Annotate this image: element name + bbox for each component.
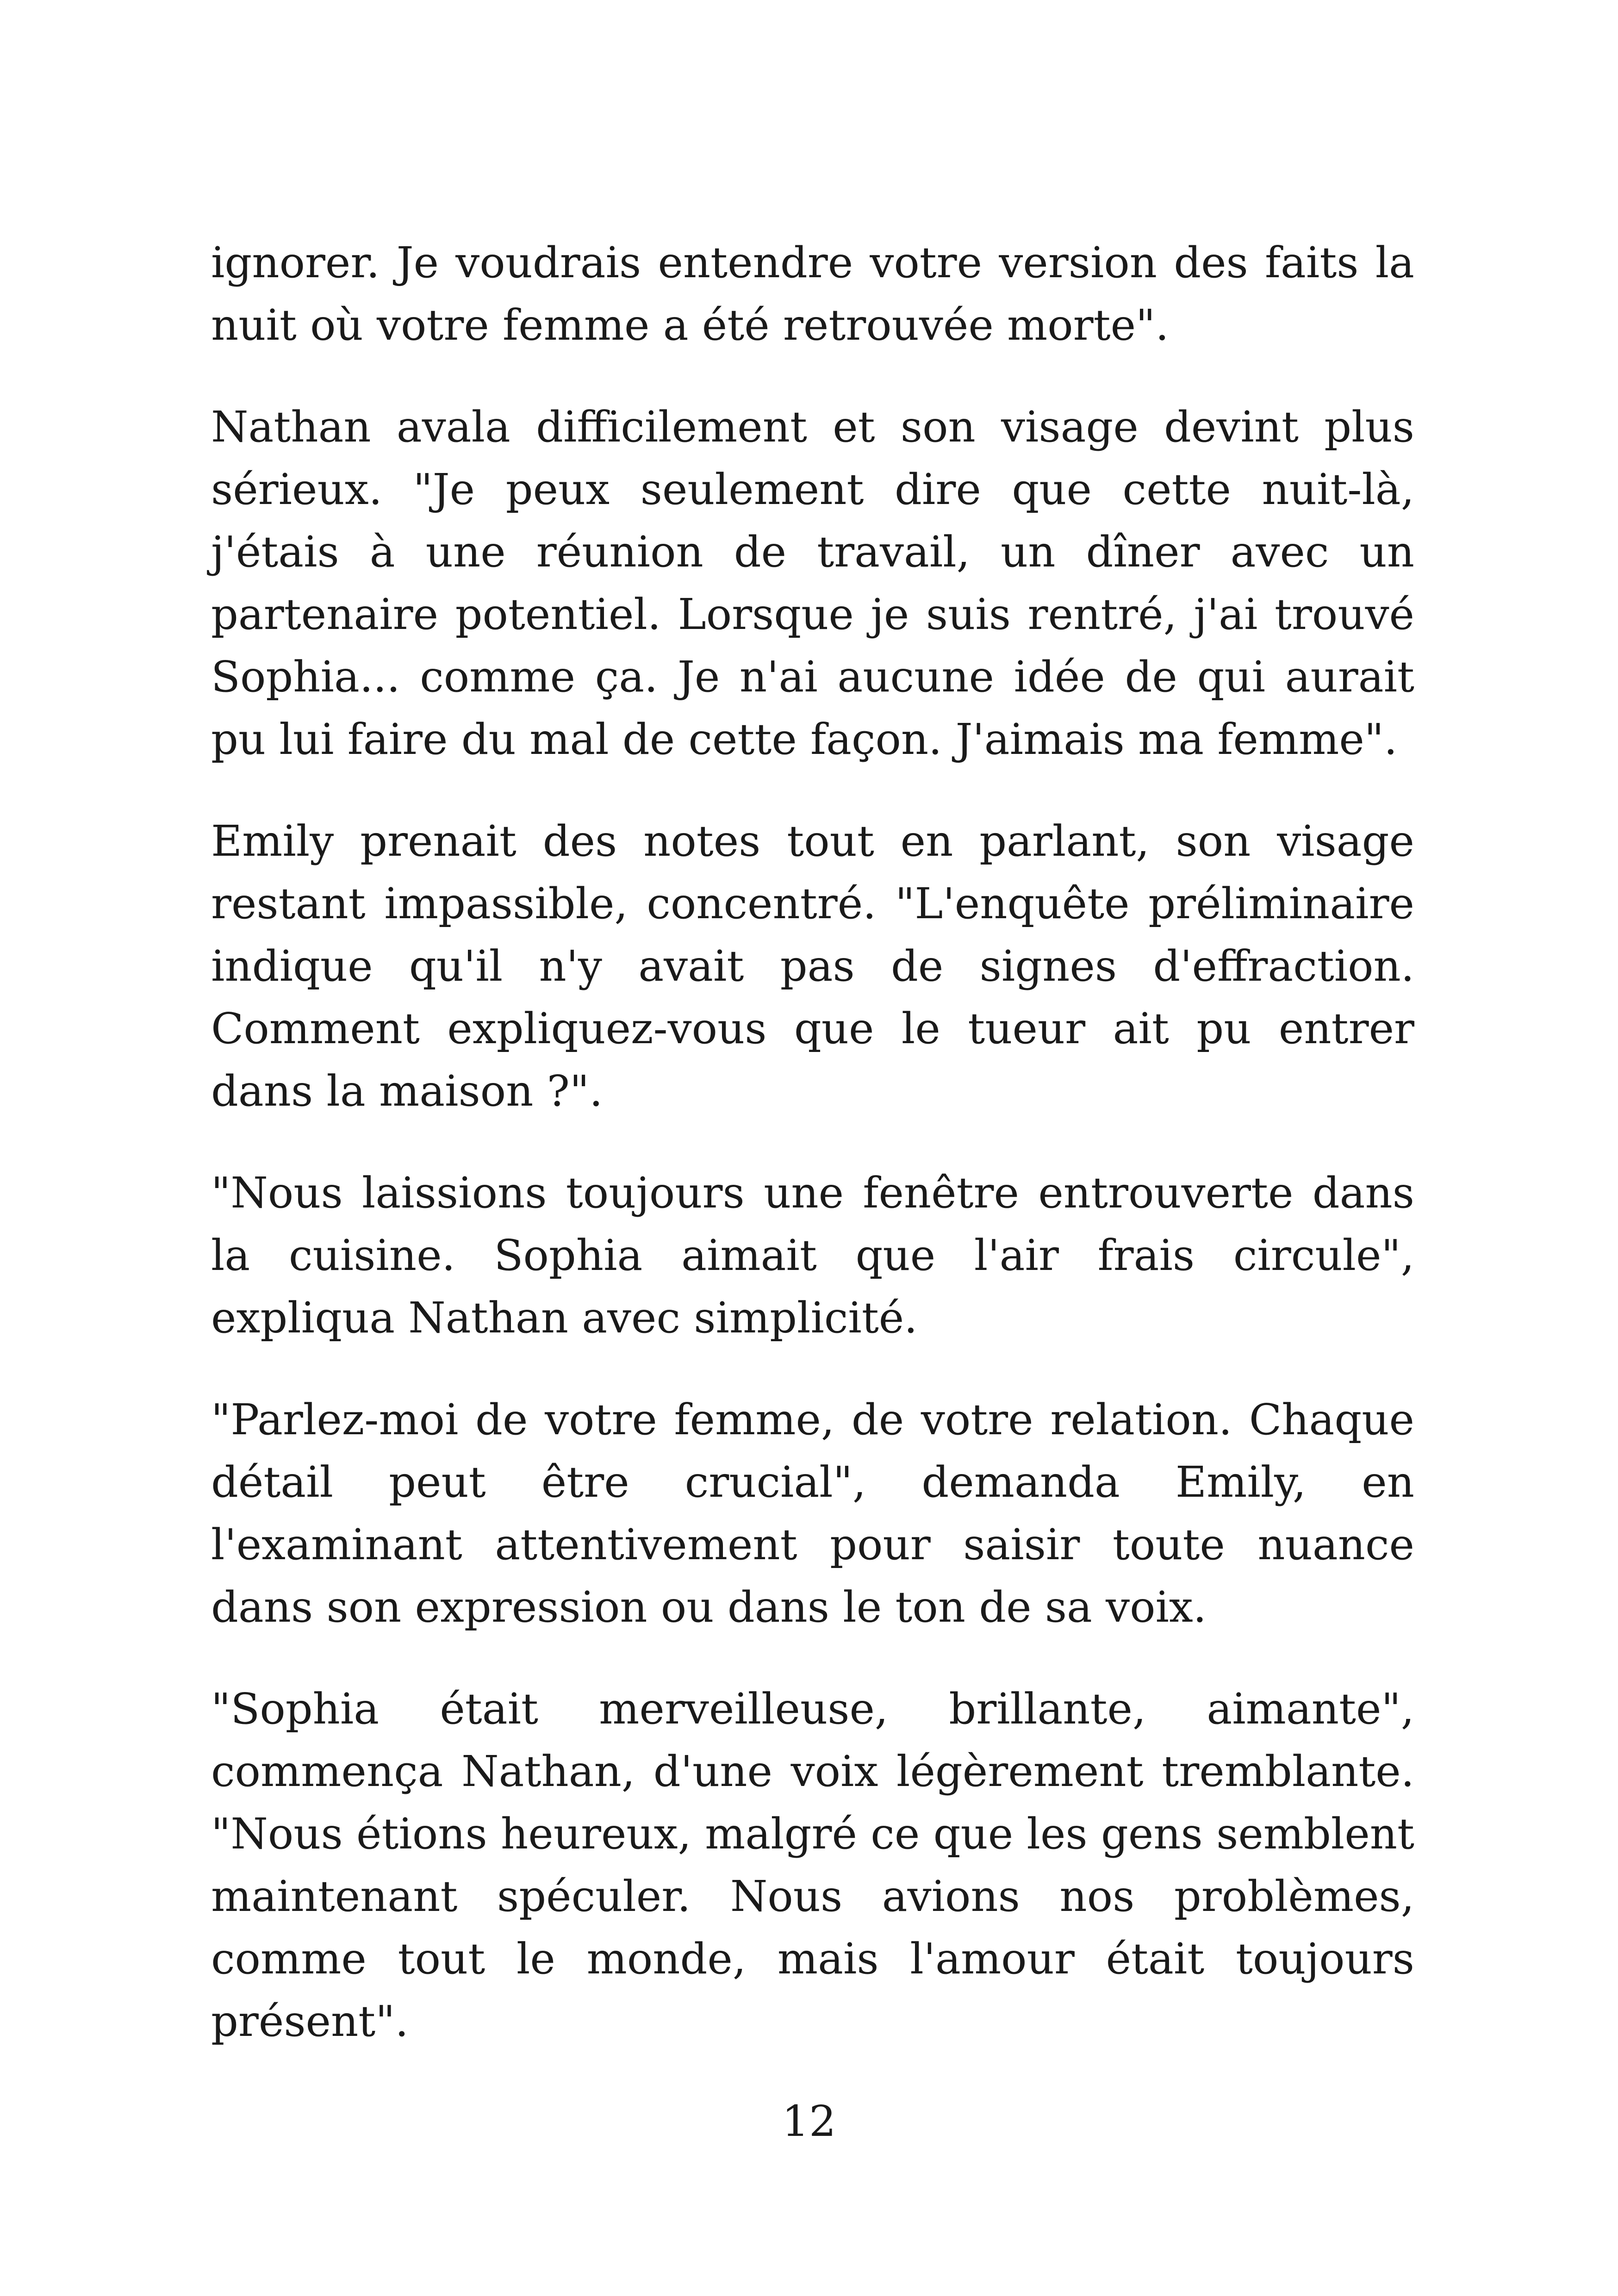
paragraph-2: Nathan avala difficilement et son visage devint plus sérieux. "Je peux seulement dire que cette nuit-là, j'étais à une réunion de travail, un dîner avec un partenaire potentiel. Lorsque je suis rentré, j'ai trouvé Sophia... comme ça. Je n'ai aucune idée de qui aurait pu lui faire du mal de cette façon. J'aimais ma femme". [211, 402, 1414, 764]
body-text [211, 231, 1414, 2092]
paragraph-5: "Parlez-moi de votre femme, de votre relation. Chaque détail peut être crucial", demanda Emily, en l'examinant attentivement pour saisir toute nuance dans son expression ou dans le ton de sa voix. [211, 1395, 1414, 1632]
paragraph-1: ignorer. Je voudrais entendre votre version des faits la nuit où votre femme a été retrouvée morte". [211, 238, 1414, 350]
paragraph-6: "Sophia était merveilleuse, brillante, aimante", commença Nathan, d'une voix légèrement tremblante. "Nous étions heureux, malgré ce que les gens semblent maintenant spéculer. Nous avions nos problèmes, comme tout le monde, mais l'amour était toujours présent". [211, 1684, 1414, 2046]
paragraph-3: Emily prenait des notes tout en parlant, son visage restant impassible, concentré. "L'enquête préliminaire indique qu'il n'y avait pas de signes d'effraction. Comment expliquez-vous que le tueur ait pu entrer dans la maison ?". [211, 816, 1414, 1116]
paragraph-4: "Nous laissions toujours une fenêtre entrouverte dans la cuisine. Sophia aimait que l'air frais circule", expliqua Nathan avec simplicité. [211, 1168, 1414, 1343]
page-number: 12 [782, 2097, 836, 2146]
